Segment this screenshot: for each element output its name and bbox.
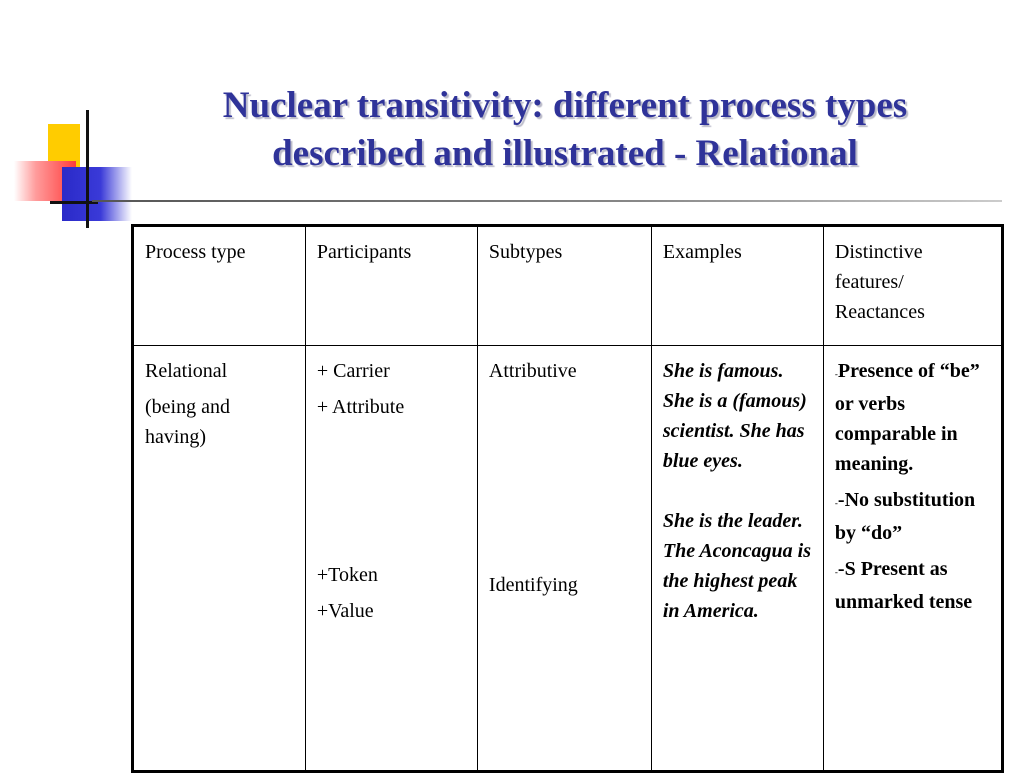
header-process-type: Process type [133, 226, 306, 346]
feature-item [835, 485, 991, 548]
participant-carrier: + Carrier [316, 360, 390, 382]
title-underline [92, 200, 1002, 202]
table-row [133, 346, 1003, 772]
feature-text: -S Present as unmarked tense [834, 558, 973, 613]
decor-blue-square [62, 167, 132, 221]
header-participants: Participants [305, 226, 477, 346]
participant-attribute: + Attribute [316, 396, 405, 418]
example-attributive: She is famous. She is a (famous) scientist. She has blue eyes. [662, 360, 807, 472]
feature-item [835, 554, 991, 617]
decor-vertical-line [86, 110, 89, 228]
cell-distinctive-features [823, 346, 1002, 772]
cell-examples [651, 346, 823, 772]
header-subtypes: Subtypes [477, 226, 651, 346]
feature-item [835, 356, 991, 479]
participant-token: +Token [316, 564, 378, 586]
process-type-gloss: (being and having) [145, 396, 230, 448]
process-type-name: Relational [145, 360, 228, 382]
feature-text: -No substitution by “do” [834, 489, 976, 544]
participant-value: +Value [316, 600, 374, 622]
slide-title: Nuclear transitivity: different process types described and illustrated - Relational [222, 85, 908, 174]
example-identifying: She is the leader. The Aconcagua is the highest peak in America. [662, 510, 812, 622]
feature-bullet: - [834, 567, 838, 577]
subtype-identifying: Identifying [488, 574, 578, 596]
feature-bullet: - [834, 498, 838, 508]
feature-bullet: - [834, 369, 838, 379]
cell-subtypes [477, 346, 651, 772]
process-table [131, 224, 1004, 773]
table-header-row [133, 226, 1003, 346]
decor-short-horizontal-line [50, 201, 98, 204]
header-examples: Examples [651, 226, 823, 346]
cell-participants [305, 346, 477, 772]
subtype-attributive: Attributive [488, 360, 577, 382]
feature-text: Presence of “be” or verbs comparable in meaning. [834, 360, 980, 475]
cell-process-type [133, 346, 306, 772]
header-distinctive-features: Distinctive features/ Reactances [823, 226, 1002, 346]
